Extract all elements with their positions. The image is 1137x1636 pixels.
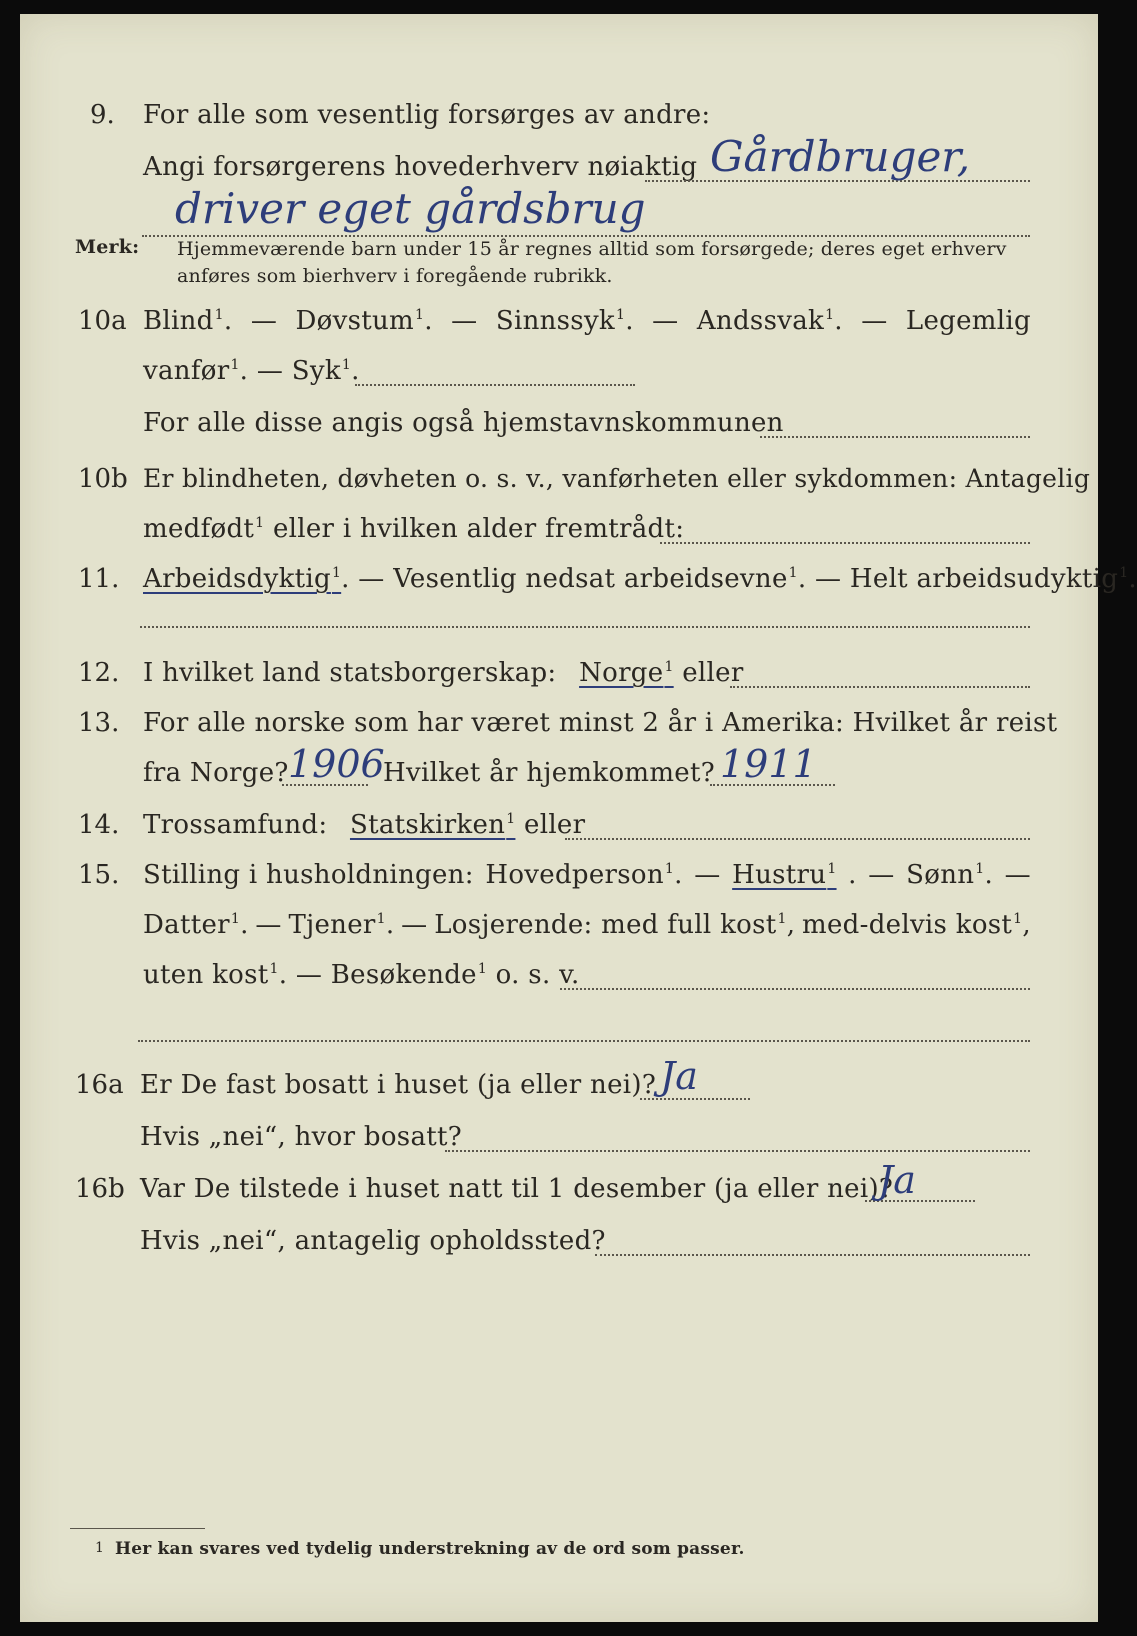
footnote-text: Her kan svares ved tydelig understrekning av de ord som passer.	[115, 1539, 745, 1559]
separator: —	[255, 910, 282, 940]
q13-handwritten-year-reist: 1906	[288, 742, 385, 786]
opt-sinnssyk[interactable]: Sinnssyk$^1$.	[495, 306, 634, 336]
question-number-12: 12.	[78, 658, 120, 688]
opt-uten-kost[interactable]: uten kost$^1$.	[143, 960, 288, 990]
q11-options: Arbeidsdyktig$^1$. — Vesentlig nedsat arbeidsevne$^1$. — Helt arbeidsudyktig$^1$.	[143, 564, 1137, 594]
q15-osv: o. s. v.	[495, 960, 580, 990]
separator: —	[256, 356, 284, 386]
q16b-handwritten-answer: Ja	[878, 1158, 916, 1202]
question-number-16b: 16b	[75, 1174, 125, 1204]
opt-besokende[interactable]: Besøkende$^1$	[330, 960, 488, 990]
q13-handwritten-year-hjem: 1911	[720, 742, 817, 786]
q10b-line2: medfødt$^1$ eller i hvilken alder fremtrådt:	[143, 514, 685, 544]
q16b-line2: Hvis „nei“, antagelig opholdssted?	[140, 1226, 606, 1256]
separator: —	[861, 306, 888, 336]
opt-dovstum[interactable]: Døvstum$^1$.	[295, 306, 433, 336]
q9-line2: Angi forsørgerens hovederhverv nøiaktig	[143, 152, 698, 182]
q10b-line1: Er blindheten, døvheten o. s. v., vanførheten eller sykdommen: Antagelig	[143, 464, 1091, 493]
question-number-11: 11.	[78, 564, 120, 594]
q9-answer-line-2	[142, 235, 1030, 237]
footnote-mark: 1	[95, 1540, 105, 1556]
footnote-rule	[70, 1528, 205, 1529]
q14-answer-line	[565, 838, 1030, 840]
q15-line2	[143, 910, 1031, 940]
opt-sonn[interactable]: Sønn$^1$.	[906, 860, 994, 890]
q14-tail: eller	[524, 810, 586, 840]
separator: —	[401, 910, 428, 940]
opt-andssvak[interactable]: Andssvak$^1$.	[696, 306, 843, 336]
q10a-options-line2	[143, 356, 360, 386]
separator: —	[652, 306, 679, 336]
q16a-answer-line	[640, 1098, 750, 1100]
q12-tail: eller	[682, 658, 744, 688]
opt-statskirken[interactable]: Statskirken$^1$	[349, 810, 516, 840]
q15-answer-line-2	[138, 1040, 1030, 1042]
separator: —	[451, 306, 478, 336]
q13-line2a: fra Norge?	[143, 758, 289, 788]
opt-tjener[interactable]: Tjener$^1$.	[288, 910, 395, 940]
question-number-10b: 10b	[78, 464, 128, 494]
census-form-page	[20, 14, 1137, 1622]
merk-line2: anføres som bierhverv i foregående rubrikk.	[177, 265, 613, 287]
opt-norge[interactable]: Norge$^1$	[579, 658, 674, 688]
q16a-handwritten-answer: Ja	[660, 1054, 698, 1098]
opt-syk[interactable]: Syk$^1$.	[291, 356, 360, 386]
opt-arbeidsdyktig[interactable]: Arbeidsdyktig$^1$	[143, 564, 342, 594]
separator: —	[358, 564, 385, 594]
opt-hustru[interactable]: Hustru$^1$	[732, 860, 837, 890]
q15-line3	[143, 960, 580, 990]
q13-line2b: Hvilket år hjemkommet?	[383, 758, 715, 788]
q9-handwritten-answer-1: Gårdbruger,	[710, 132, 971, 181]
q10b-age-prompt: eller i hvilken alder fremtrådt:	[272, 514, 685, 544]
q16a-residence-line	[445, 1150, 1030, 1152]
question-number-14: 14.	[78, 810, 120, 840]
opt-legemlig[interactable]: Legemlig	[905, 306, 1031, 336]
q16b-line1: Var De tilstede i huset natt til 1 desember (ja eller nei)?	[140, 1174, 894, 1204]
question-number-16a: 16a	[75, 1070, 124, 1100]
separator: —	[815, 564, 842, 594]
opt-medfodt[interactable]: medfødt	[143, 514, 255, 544]
q15-answer-line-1	[560, 988, 1030, 990]
merk-line1: Hjemmeværende barn under 15 år regnes alltid som forsørgede; deres eget erhverv	[177, 238, 1007, 260]
q15-line1: Stilling i husholdningen: Hovedperson$^1$. — Hustru$^1$ . — Sønn$^1$. —	[143, 860, 1031, 890]
separator: —	[1004, 860, 1031, 890]
separator: —	[250, 306, 278, 336]
question-number-15: 15.	[78, 860, 120, 890]
q10a-line3: For alle disse angis også hjemstavnskommunen	[143, 408, 784, 438]
q10a-answer-line-2	[760, 436, 1030, 438]
q10a-answer-line-1	[355, 384, 635, 386]
question-number-10a: 10a	[78, 306, 127, 336]
q9-handwritten-answer-2: driver eget gårdsbrug	[175, 184, 646, 233]
q16a-line2: Hvis „nei“, hvor bosatt?	[140, 1122, 462, 1152]
q16a-line1: Er De fast bosatt i huset (ja eller nei)?	[140, 1070, 657, 1100]
opt-vesentlig-nedsat[interactable]: Vesentlig nedsat arbeidsevne$^1$.	[393, 564, 807, 594]
separator: —	[868, 860, 895, 890]
q14-line	[143, 810, 585, 840]
q16b-place-line	[595, 1254, 1030, 1256]
question-number-9: 9.	[90, 100, 115, 130]
q14-prompt: Trossamfund:	[143, 810, 328, 840]
q12-line	[143, 658, 744, 688]
merk-label: Merk:	[75, 236, 140, 258]
q11-answer-line	[140, 626, 1030, 628]
opt-datter[interactable]: Datter$^1$.	[143, 910, 249, 940]
opt-vanfor[interactable]: vanfør$^1$.	[143, 356, 249, 386]
q10b-answer-line	[660, 542, 1030, 544]
opt-blind[interactable]: Blind$^1$.	[143, 306, 233, 336]
q9-line1: For alle som vesentlig forsørges av andre:	[143, 100, 711, 130]
opt-losjerende-full[interactable]: Losjerende: med full kost$^1$,	[434, 910, 796, 940]
q12-answer-line	[730, 686, 1030, 688]
separator: —	[694, 860, 721, 890]
q13-line1: For alle norske som har været minst 2 år i Amerika: Hvilket år reist	[143, 708, 1058, 738]
opt-helt-arbeidsudyktig[interactable]: Helt arbeidsudyktig$^1$.	[849, 564, 1137, 594]
q12-prompt: I hvilket land statsborgerskap:	[143, 658, 557, 688]
q10a-options-line1	[143, 306, 1031, 336]
question-number-13: 13.	[78, 708, 120, 738]
separator: —	[295, 960, 323, 990]
q15-prompt: Stilling i husholdningen:	[143, 860, 474, 890]
opt-delvis-kost[interactable]: med-delvis kost$^1$,	[802, 910, 1031, 940]
opt-hovedperson[interactable]: Hovedperson$^1$.	[485, 860, 683, 890]
